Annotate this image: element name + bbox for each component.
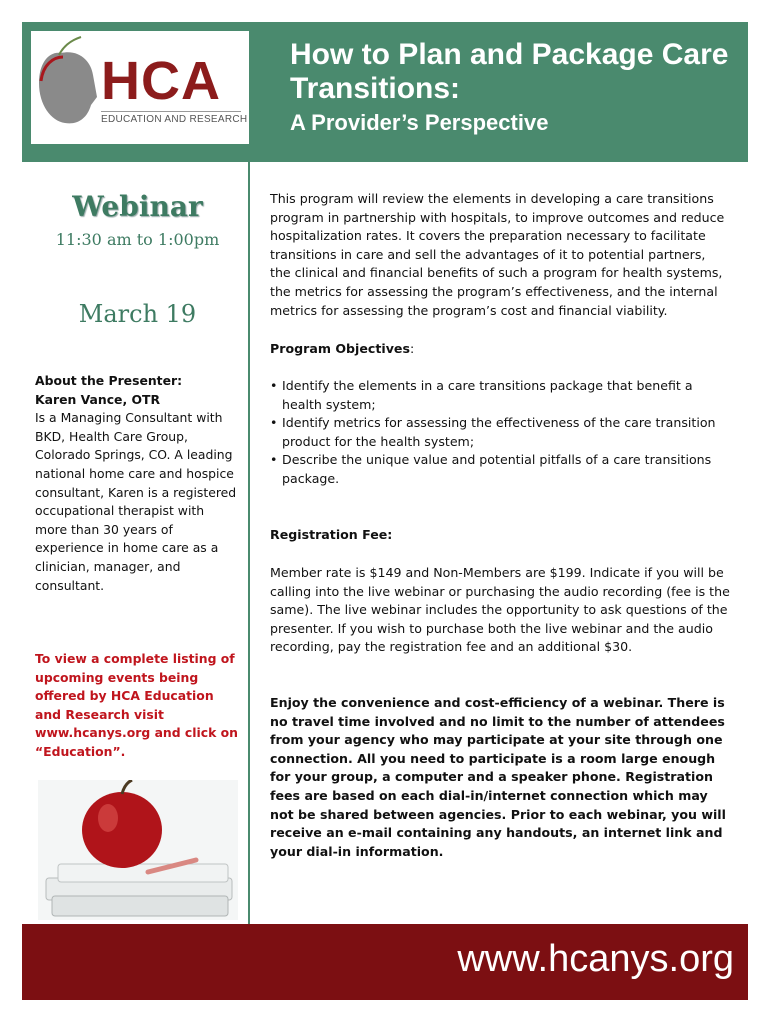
hca-logo [31, 31, 249, 144]
event-date: March 19 [78, 300, 197, 328]
page-subtitle: A Provider’s Perspective [290, 110, 549, 135]
presenter-heading: About the Presenter: [35, 373, 183, 388]
event-time: 11:30 am to 1:00pm [55, 230, 220, 249]
objective-item: • Identify the elements in a care transitions package that benefit a health system; [270, 377, 730, 414]
column-divider [248, 162, 250, 924]
presenter-name: Karen Vance, OTR [35, 391, 161, 407]
objectives-list [270, 377, 730, 489]
logo-divider [101, 111, 241, 112]
new-york-state-apple-icon [31, 35, 101, 145]
page-title: How to Plan and Package Care Transitions: [290, 38, 729, 105]
logo-text: HCA [101, 51, 221, 111]
objective-item: • Describe the unique value and potential pitfalls of a care transitions package. [270, 451, 730, 488]
event-listing-note: To view a complete listing of upcoming events being offered by HCA Education and Research visit www.hcanys.org and click on “Education”. [35, 651, 239, 759]
objective-item: • Identify metrics for assessing the effectiveness of the care transition product for the health system; [270, 414, 730, 451]
footer-url: www.hcanys.org [457, 938, 734, 980]
registration-text: Member rate is $149 and Non-Members are $199. Indicate if you will be calling into the live webinar or purchasing the audio recording (fee is the same). The live webinar includes the opportunity to ask questions of the presenter. If you wish to purchase both the live webinar and the audio recording, pay the registration fee and an additional $30. [270, 565, 730, 655]
registration-heading: Registration Fee: [270, 527, 393, 542]
footer-band [22, 924, 748, 1000]
program-intro: This program will review the elements in developing a care transitions program in partnership with hospitals, to improve outcomes and reduce hospitalization rates. It covers the preparation necessary to facilitate transitions in care and sell the advantages of it to potential partners, the clinical and financial benefits of such a program for health systems, the metrics for assessing the program’s effectiveness, and the internal metrics for assessing the program’s cost and financial viability. [270, 191, 725, 318]
objectives-heading-line: Program Objectives: [270, 341, 415, 356]
webinar-info: Enjoy the convenience and cost-efficiency of a webinar. There is no travel time involved and no limit to the number of attendees from your agency who may participate at your site through one connection. All you need to participate is a room large enough for your group, a computer and a speaker phone. Registration fees are based on each dial-in/internet connection which may not be shared between agencies. Prior to each webinar, you will receive an e-mail containing any handouts, an internet link and your dial-in information. [270, 695, 726, 859]
apple-on-books-image [38, 780, 238, 920]
objectives-heading: Program Objectives [270, 341, 410, 356]
presenter-section [35, 372, 240, 595]
logo-subtitle: EDUCATION AND RESEARCH [101, 114, 248, 125]
event-label: Webinar [72, 190, 203, 223]
presenter-bio: Is a Managing Consultant with BKD, Health Care Group, Colorado Springs, CO. A leading national home care and hospice consultant, Karen is a registered occupational therapist with more than 30 years of experience in home care as a clinician, manager, and consultant. [35, 410, 237, 593]
